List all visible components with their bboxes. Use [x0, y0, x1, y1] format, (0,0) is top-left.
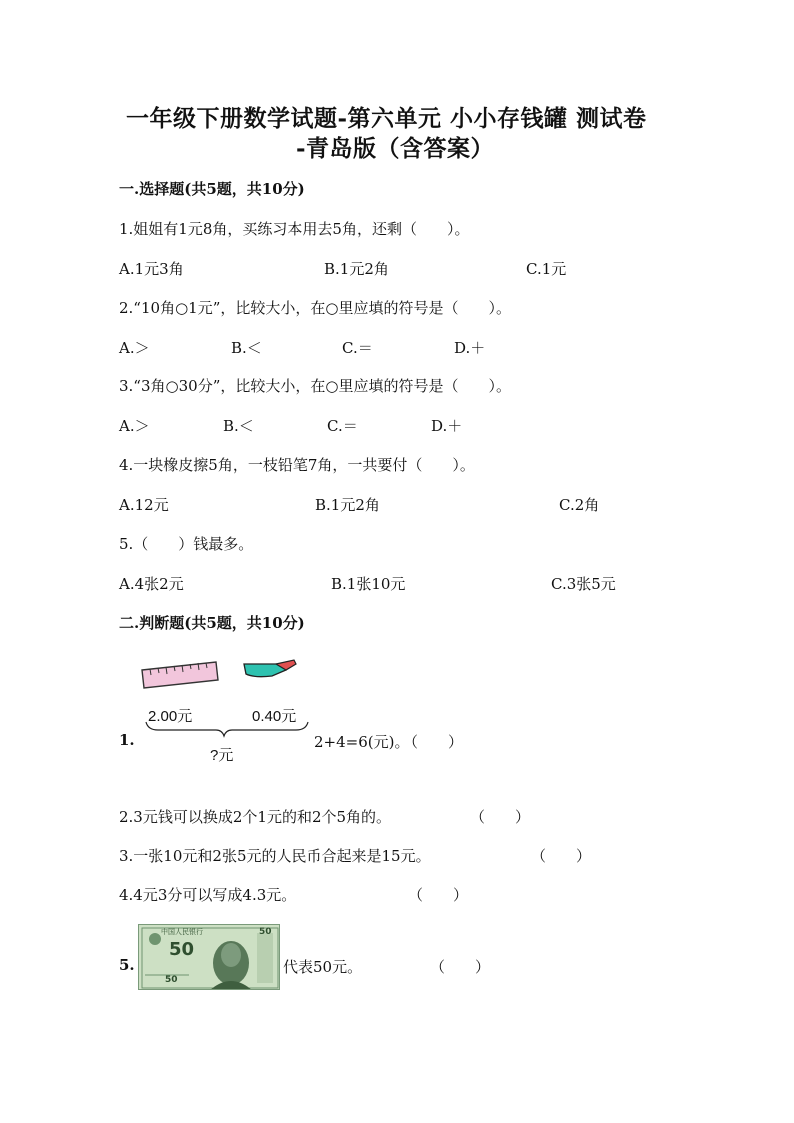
section-heading-choice: 一.选择题(共5题，共10分): [119, 180, 305, 198]
question-1-text: 1.姐姐有1元8角，买练习本用去5角，还剩（ ）。: [119, 220, 470, 238]
q4-option-b: B.1元2角: [315, 496, 380, 514]
judge-2-paren: （ ）: [470, 808, 531, 826]
q1-option-b: B.1元2角: [324, 260, 389, 278]
price-left: 2.00元: [148, 708, 193, 725]
q1-option-c: C.1元: [526, 260, 567, 278]
judge-3-text: 3.一张10元和2张5元的人民币合起来是15元。: [119, 847, 431, 865]
q4-option-c: C.2角: [559, 496, 600, 514]
banknote-corner-value: 50: [259, 927, 272, 937]
question-5-text: 5.（ ）钱最多。: [119, 535, 254, 553]
price-right: 0.40元: [252, 708, 297, 725]
page-title-line2: -青岛版（含答案）: [296, 135, 495, 162]
banknote-bottom-value: 50: [165, 975, 178, 985]
ruler-knife-figure: [136, 648, 312, 766]
q5-option-a: A.4张2元: [119, 575, 184, 593]
q2-option-a: A.＞: [119, 339, 150, 357]
judge-2-text: 2.3元钱可以换成2个1元的和2个5角的。: [119, 808, 392, 826]
judge-1-text: 2+4=6(元)。: [314, 733, 410, 751]
q2-option-d: D.＋: [454, 339, 486, 357]
banknote-50-yuan: [138, 924, 280, 990]
q3-option-b: B.＜: [223, 417, 254, 435]
judge-3-paren: （ ）: [531, 847, 592, 865]
judge-5-paren: （ ）: [430, 958, 491, 976]
q3-option-c: C.＝: [327, 417, 358, 435]
q5-option-c: C.3张5元: [551, 575, 616, 593]
banknote-value: 50: [169, 939, 195, 960]
q3-option-d: D.＋: [431, 417, 463, 435]
judge-4-paren: （ ）: [408, 886, 469, 904]
section-heading-judgement: 二.判断题(共5题，共10分): [119, 614, 305, 632]
q4-option-a: A.12元: [119, 496, 169, 514]
q1-option-a: A.1元3角: [119, 260, 184, 278]
judge-1-number: 1.: [119, 731, 135, 749]
banknote-bank-name: 中国人民银行: [161, 928, 203, 936]
q3-option-a: A.＞: [119, 417, 150, 435]
question-3-text: 3.“3角○30分”，比较大小，在○里应填的符号是（ ）。: [119, 377, 511, 395]
ruler-icon: [142, 662, 218, 688]
judge-1-paren: （ ）: [403, 733, 464, 751]
question-4-text: 4.一块橡皮擦5角，一枝铅笔7角，一共要付（ ）。: [119, 456, 475, 474]
judge-5-text: 代表50元。: [283, 958, 363, 976]
judge-4-text: 4.4元3分可以写成4.3元。: [119, 886, 297, 904]
q2-option-c: C.＝: [342, 339, 373, 357]
judge-5-number: 5.: [119, 956, 135, 974]
q5-option-b: B.1张10元: [331, 575, 406, 593]
knife-icon: [244, 660, 296, 677]
q2-option-b: B.＜: [231, 339, 262, 357]
price-total: ?元: [210, 747, 234, 764]
page-title: 一年级下册数学试题-第六单元 小小存钱罐 测试卷: [126, 105, 647, 132]
question-2-text: 2.“10角○1元”，比较大小，在○里应填的符号是（ ）。: [119, 299, 511, 317]
